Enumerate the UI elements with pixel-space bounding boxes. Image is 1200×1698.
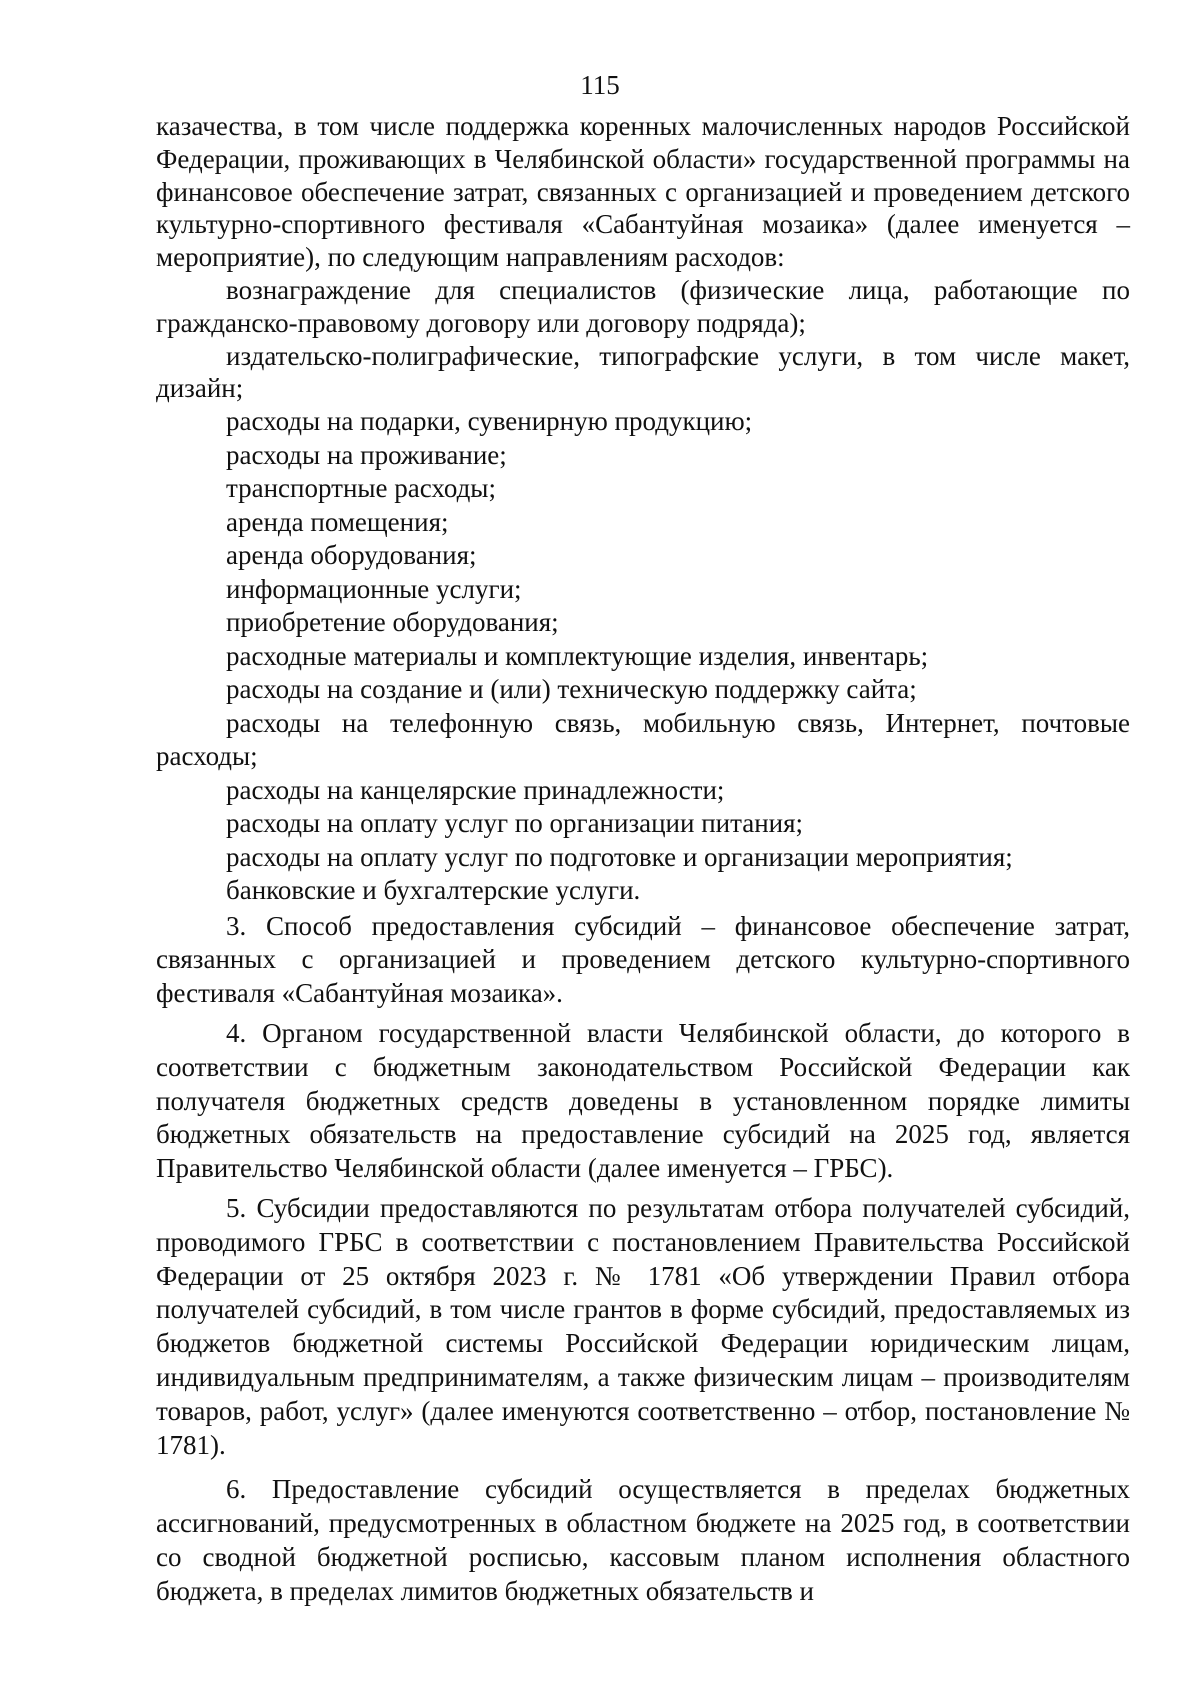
list-item-accommodation: расходы на проживание;	[226, 439, 507, 470]
paragraph-5: 5. Субсидии предоставляются по результатам отбора получателей субсидий, проводимого ГРБС в соответствии с постановлением Правительства Российской Федерации от 25 октября 2023 г. № 1781 «Об утверждении Правил отбора получателей субсидий, в том числе грантов в форме субсидий, предоставляемых из бюджетов бюджетной системы Российской Федерации юридическим лицам, индивидуальным предпринимателям, а также физическим лицам – производителям товаров, работ, услуг» (далее именуются соответственно – отбор, постановление № 1781).	[156, 1193, 1130, 1460]
list-item-communications: расходы на телефонную связь, мобильную связь, Интернет, почтовые расходы;	[156, 707, 1130, 772]
list-item-website: расходы на создание и (или) техническую поддержку сайта;	[226, 674, 917, 705]
paragraph-intro: казачества, в том числе поддержка коренных малочисленных народов Российской Федерации, проживающих в Челябинской области» государственной программы на финансовое обеспечение затрат, связанных с организацией и проведением детского культурно-спортивного фестиваля «Сабантуйная мозаика» (далее именуется – мероприятие), по следующим направлениям расходов:	[156, 111, 1130, 273]
paragraph-3: 3. Способ предоставления субсидий – финансовое обеспечение затрат, связанных с организацией и проведением детского культурно-спортивного фестиваля «Сабантуйная мозаика».	[156, 910, 1130, 1009]
list-item-printing: издательско-полиграфические, типографские услуги, в том числе макет, дизайн;	[156, 340, 1130, 404]
paragraph-4: 4. Органом государственной власти Челябинской области, до которого в соответствии с бюджетным законодательством Российской Федерации как получателя бюджетных средств доведены в установленном порядке лимиты бюджетных обязательств на предоставление субсидий на 2025 год, является Правительство Челябинской области (далее именуется – ГРБС).	[156, 1018, 1130, 1184]
list-item-stationery: расходы на канцелярские принадлежности;	[226, 774, 725, 805]
list-item-transport: транспортные расходы;	[226, 473, 496, 504]
list-item-event-organization: расходы на оплату услуг по подготовке и организации мероприятия;	[226, 841, 1013, 872]
list-item-equipment-rent: аренда оборудования;	[226, 540, 477, 571]
page-number: 115	[580, 70, 620, 100]
document-body	[156, 110, 1130, 1608]
list-item-specialists: вознаграждение для специалистов (физические лица, работающие по гражданско-правовому договору или договору подряда);	[156, 274, 1130, 338]
list-item-premises-rent: аренда помещения;	[226, 506, 449, 537]
list-item-information-services: информационные услуги;	[226, 573, 522, 604]
list-item-catering: расходы на оплату услуг по организации питания;	[226, 808, 804, 839]
list-item-materials: расходные материалы и комплектующие изделия, инвентарь;	[226, 640, 929, 671]
paragraph-6: 6. Предоставление субсидий осуществляется в пределах бюджетных ассигнований, предусмотренных в областном бюджете на 2025 год, в соответствии со сводной бюджетной росписью, кассовым планом исполнения областного бюджета, в пределах лимитов бюджетных обязательств и	[156, 1474, 1130, 1607]
list-item-gifts: расходы на подарки, сувенирную продукцию;	[226, 406, 753, 437]
list-item-banking: банковские и бухгалтерские услуги.	[226, 875, 641, 906]
list-item-equipment-purchase: приобретение оборудования;	[226, 607, 559, 638]
